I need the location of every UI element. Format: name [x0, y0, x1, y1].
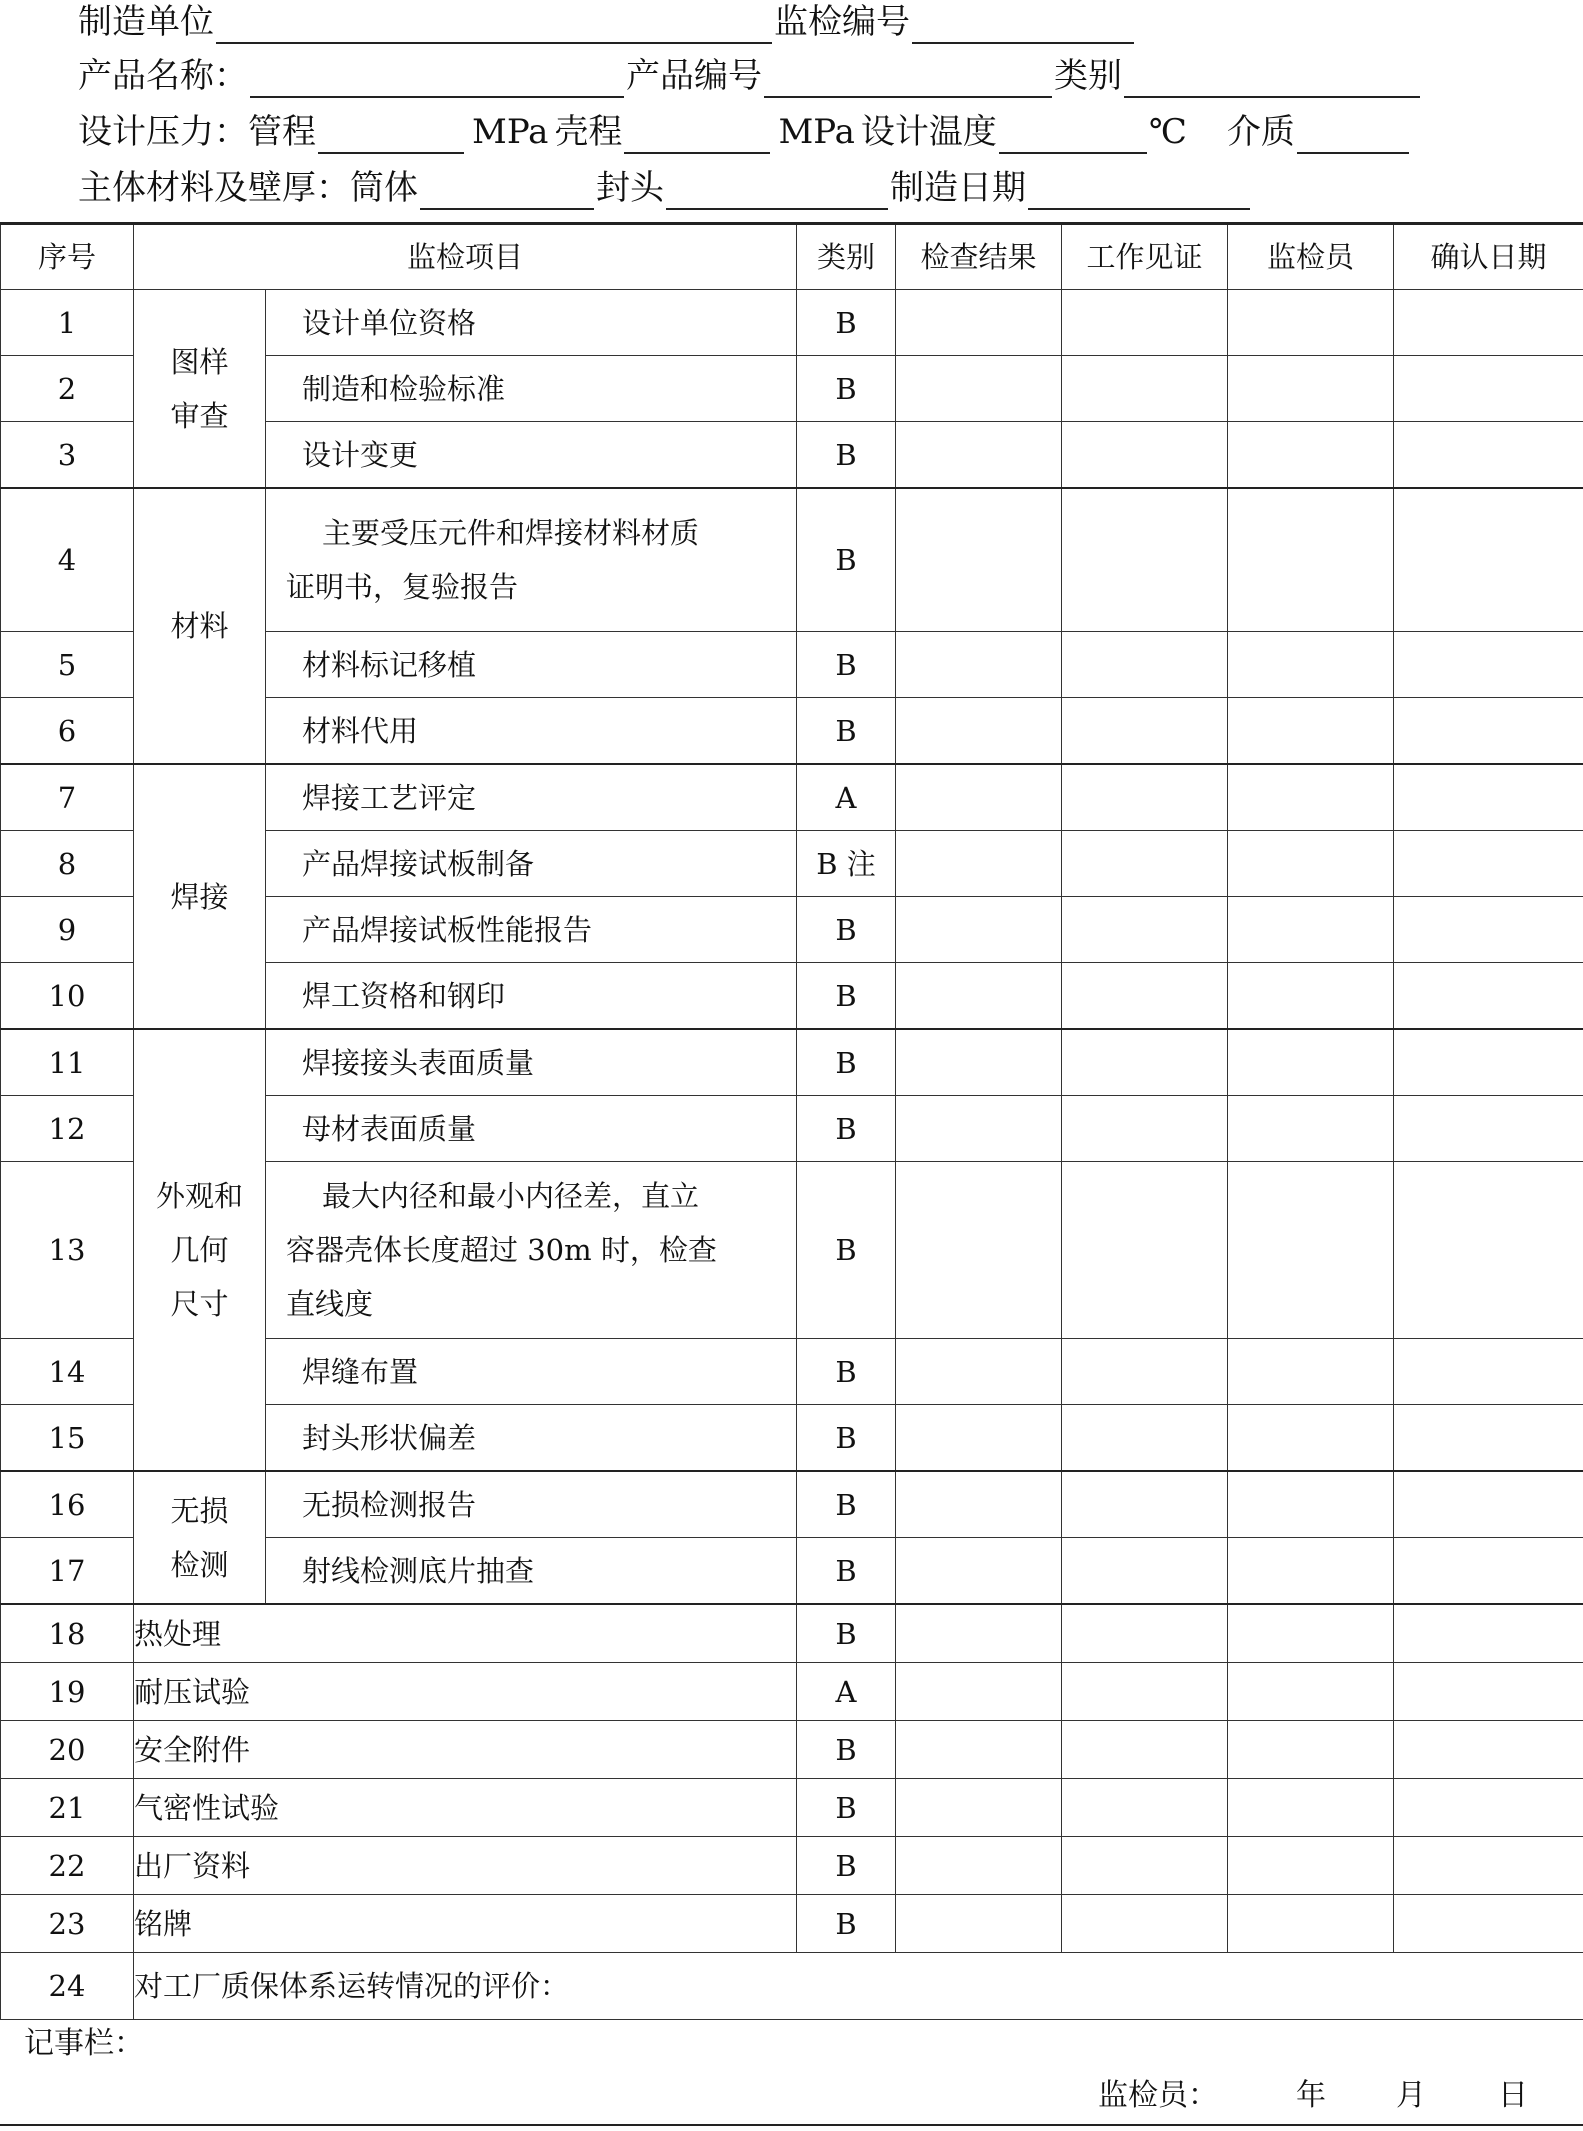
result-cell[interactable] — [896, 1604, 1062, 1663]
row-item-text: 最大内径和最小内径差，直立 — [322, 1179, 700, 1213]
inspector-cell[interactable] — [1228, 1663, 1394, 1721]
result-cell[interactable] — [896, 290, 1062, 356]
group-material: 材料 — [134, 488, 266, 764]
group-label-line: 几何 — [170, 1233, 229, 1267]
group-welding: 焊接 — [134, 764, 266, 1029]
group-label-line: 无损 — [170, 1493, 229, 1528]
confirm-date-cell[interactable] — [1394, 290, 1583, 356]
inspector-cell[interactable] — [1228, 356, 1394, 422]
witness-cell[interactable] — [1062, 488, 1228, 632]
row-category: B — [797, 1895, 896, 1953]
witness-cell[interactable] — [1062, 963, 1228, 1030]
row-item-text: 设计单位资格 — [302, 305, 477, 340]
row-category: B — [797, 1779, 896, 1837]
confirm-date-cell[interactable] — [1394, 764, 1583, 831]
confirm-date-cell[interactable] — [1394, 1837, 1583, 1895]
row-item: 热处理 — [134, 1604, 797, 1663]
row-item-text: 焊接接头表面质量 — [302, 1045, 535, 1080]
row-category: B — [797, 632, 896, 698]
row-category: B — [797, 1721, 896, 1779]
row-item — [266, 356, 797, 422]
confirm-date-cell[interactable] — [1394, 831, 1583, 897]
pressure-label: 设计压力：管程 — [78, 112, 316, 152]
confirm-date-cell[interactable] — [1394, 897, 1583, 963]
result-cell[interactable] — [896, 963, 1062, 1030]
head-material-field[interactable] — [666, 174, 888, 210]
witness-cell[interactable] — [1062, 831, 1228, 897]
shell-label: 壳程 — [554, 112, 623, 152]
witness-cell[interactable] — [1062, 1663, 1228, 1721]
confirm-date-cell[interactable] — [1394, 1721, 1583, 1779]
mpa-unit-2: MPa — [778, 112, 855, 152]
row-item-text: 封头形状偏差 — [302, 1420, 477, 1455]
inspector-cell[interactable] — [1228, 1096, 1394, 1162]
row-category: B — [797, 1837, 896, 1895]
row-item — [266, 1471, 797, 1538]
row-item-text: 证明书，复验报告 — [286, 570, 519, 604]
date-label: 制造日期 — [890, 168, 1026, 208]
row-no: 12 — [1, 1096, 134, 1162]
row-item — [266, 422, 797, 489]
row-item-text: 产品焊接试板制备 — [302, 846, 535, 881]
inspector-cell[interactable] — [1228, 1339, 1394, 1405]
result-cell[interactable] — [896, 1162, 1062, 1339]
row-category: B — [797, 963, 896, 1030]
result-cell[interactable] — [896, 488, 1062, 632]
row-no: 24 — [1, 1953, 134, 2020]
table-header-row — [1, 224, 1583, 290]
confirm-date-cell[interactable] — [1394, 1604, 1583, 1663]
row-item — [266, 963, 797, 1030]
row-item-text: 焊接工艺评定 — [302, 780, 477, 815]
header-line-2 — [78, 54, 1422, 98]
confirm-date-cell[interactable] — [1394, 1162, 1583, 1339]
inspector-cell[interactable] — [1228, 831, 1394, 897]
witness-cell[interactable] — [1062, 1096, 1228, 1162]
table-row — [1, 1721, 1583, 1779]
table-row — [1, 1029, 1583, 1096]
row-item-text: 焊工资格和钢印 — [302, 978, 506, 1013]
inspection-table — [0, 222, 1583, 2020]
inspector-cell[interactable] — [1228, 422, 1394, 489]
col-category: 类别 — [797, 224, 896, 290]
result-cell[interactable] — [896, 1029, 1062, 1096]
row-category: B — [797, 1471, 896, 1538]
row-item — [266, 831, 797, 897]
confirm-date-cell[interactable] — [1394, 1538, 1583, 1605]
row-item: 出厂资料 — [134, 1837, 797, 1895]
confirm-date-cell[interactable] — [1394, 356, 1583, 422]
group-label-line: 审查 — [170, 398, 229, 433]
table-row — [1, 1953, 1583, 2020]
row-category: B 注 — [797, 831, 896, 897]
table-row — [1, 488, 1583, 632]
table-row — [1, 1471, 1583, 1538]
date-field[interactable] — [1028, 174, 1250, 210]
inspector-cell[interactable] — [1228, 1895, 1394, 1953]
inspector-cell[interactable] — [1228, 698, 1394, 765]
row-item-text: 直线度 — [286, 1287, 374, 1321]
row-item-text: 容器壳体长度超过 30m 时，检查 — [286, 1233, 717, 1267]
result-cell[interactable] — [896, 1339, 1062, 1405]
row-category: B — [797, 422, 896, 489]
row-item — [266, 290, 797, 356]
row-category: B — [797, 1096, 896, 1162]
witness-cell[interactable] — [1062, 1837, 1228, 1895]
row-no: 4 — [1, 488, 134, 632]
product-field[interactable] — [250, 62, 624, 98]
confirm-date-cell[interactable] — [1394, 1339, 1583, 1405]
qa-evaluation-cell[interactable]: 对工厂质保体系运转情况的评价： — [134, 1953, 1583, 2020]
inspector-cell[interactable] — [1228, 1721, 1394, 1779]
row-category: B — [797, 1029, 896, 1096]
year-label: 年 — [1296, 2078, 1326, 2113]
row-category: B — [797, 698, 896, 765]
inspector-cell[interactable] — [1228, 632, 1394, 698]
category-label: 类别 — [1054, 56, 1122, 96]
row-item: 安全附件 — [134, 1721, 797, 1779]
col-result: 检查结果 — [896, 224, 1062, 290]
witness-cell[interactable] — [1062, 1405, 1228, 1472]
maker-label: 制造单位 — [78, 2, 214, 42]
row-no: 5 — [1, 632, 134, 698]
product-label: 产品名称： — [78, 56, 248, 96]
inspector-cell[interactable] — [1228, 1604, 1394, 1663]
inspector-cell[interactable] — [1228, 290, 1394, 356]
result-cell[interactable] — [896, 1096, 1062, 1162]
header-line-3 — [78, 110, 1411, 154]
witness-cell[interactable] — [1062, 422, 1228, 489]
witness-cell[interactable] — [1062, 1779, 1228, 1837]
row-category: B — [797, 488, 896, 632]
witness-cell[interactable] — [1062, 897, 1228, 963]
witness-cell[interactable] — [1062, 1895, 1228, 1953]
confirm-date-cell[interactable] — [1394, 1405, 1583, 1472]
inspector-cell[interactable] — [1228, 1471, 1394, 1538]
table-row — [1, 1663, 1583, 1721]
confirm-date-cell[interactable] — [1394, 632, 1583, 698]
header-line-4 — [78, 166, 1252, 210]
result-cell[interactable] — [896, 831, 1062, 897]
witness-cell[interactable] — [1062, 1604, 1228, 1663]
inspector-cell[interactable] — [1228, 963, 1394, 1030]
witness-cell[interactable] — [1062, 1471, 1228, 1538]
witness-cell[interactable] — [1062, 764, 1228, 831]
inspector-cell[interactable] — [1228, 897, 1394, 963]
category-field[interactable] — [1124, 62, 1420, 98]
row-item-text: 母材表面质量 — [302, 1111, 477, 1146]
confirm-date-cell[interactable] — [1394, 1096, 1583, 1162]
inspector-sign-label: 监检员： — [1098, 2078, 1218, 2113]
result-cell[interactable] — [896, 1837, 1062, 1895]
row-item — [266, 698, 797, 765]
row-item — [266, 1339, 797, 1405]
confirm-date-cell[interactable] — [1394, 1471, 1583, 1538]
confirm-date-cell[interactable] — [1394, 422, 1583, 489]
witness-cell[interactable] — [1062, 1029, 1228, 1096]
row-item — [266, 764, 797, 831]
row-item — [266, 1538, 797, 1605]
result-cell[interactable] — [896, 1538, 1062, 1605]
col-item: 监检项目 — [134, 224, 797, 290]
temp-field[interactable] — [999, 118, 1147, 154]
confirm-date-cell[interactable] — [1394, 488, 1583, 632]
witness-cell[interactable] — [1062, 1339, 1228, 1405]
row-no: 21 — [1, 1779, 134, 1837]
row-item: 耐压试验 — [134, 1663, 797, 1721]
row-no: 13 — [1, 1162, 134, 1339]
shell-material-field[interactable] — [420, 174, 594, 210]
inspector-cell[interactable] — [1228, 1162, 1394, 1339]
inspector-cell[interactable] — [1228, 764, 1394, 831]
confirm-date-cell[interactable] — [1394, 963, 1583, 1030]
medium-label: 介质 — [1226, 112, 1295, 152]
row-no: 7 — [1, 764, 134, 831]
row-no: 22 — [1, 1837, 134, 1895]
witness-cell[interactable] — [1062, 632, 1228, 698]
row-no: 9 — [1, 897, 134, 963]
row-category: B — [797, 356, 896, 422]
maker-field[interactable] — [216, 8, 772, 44]
row-item — [266, 1029, 797, 1096]
group-label-line: 尺寸 — [170, 1287, 229, 1321]
result-cell[interactable] — [896, 1721, 1062, 1779]
celsius-unit: ℃ — [1148, 112, 1187, 152]
row-no: 16 — [1, 1471, 134, 1538]
row-category: B — [797, 1162, 896, 1339]
row-no: 23 — [1, 1895, 134, 1953]
confirm-date-cell[interactable] — [1394, 1029, 1583, 1096]
shell-pressure-field[interactable] — [624, 118, 770, 154]
row-category: A — [797, 764, 896, 831]
row-category: A — [797, 1663, 896, 1721]
group-appearance — [134, 1029, 266, 1471]
row-category: B — [797, 290, 896, 356]
group-ndt — [134, 1471, 266, 1604]
row-item-text: 焊缝布置 — [302, 1354, 419, 1389]
result-cell[interactable] — [896, 897, 1062, 963]
mpa-unit-1: MPa — [472, 112, 549, 152]
group-label-line: 检测 — [170, 1547, 229, 1582]
result-cell[interactable] — [896, 1471, 1062, 1538]
row-category: B — [797, 1405, 896, 1472]
row-item — [266, 897, 797, 963]
row-no: 10 — [1, 963, 134, 1030]
row-item — [266, 1096, 797, 1162]
result-cell[interactable] — [896, 698, 1062, 765]
row-no: 19 — [1, 1663, 134, 1721]
tube-pressure-field[interactable] — [318, 118, 464, 154]
row-item-text: 无损检测报告 — [302, 1487, 477, 1522]
medium-field[interactable] — [1297, 118, 1409, 154]
witness-cell[interactable] — [1062, 1721, 1228, 1779]
table-row — [1, 1837, 1583, 1895]
row-item-text: 产品焊接试板性能报告 — [302, 912, 593, 947]
row-no: 11 — [1, 1029, 134, 1096]
confirm-date-cell[interactable] — [1394, 1895, 1583, 1953]
row-item: 铭牌 — [134, 1895, 797, 1953]
result-cell[interactable] — [896, 632, 1062, 698]
result-cell[interactable] — [896, 356, 1062, 422]
row-item — [266, 1162, 797, 1339]
result-cell[interactable] — [896, 1895, 1062, 1953]
col-witness: 工作见证 — [1062, 224, 1228, 290]
row-item-text: 主要受压元件和焊接材料材质 — [322, 516, 700, 550]
row-item-text: 材料标记移植 — [302, 647, 477, 682]
inspector-cell[interactable] — [1228, 488, 1394, 632]
row-category: B — [797, 1339, 896, 1405]
day-label: 日 — [1498, 2078, 1528, 2113]
row-item: 气密性试验 — [134, 1779, 797, 1837]
temp-label: 设计温度 — [860, 112, 997, 152]
row-no: 3 — [1, 422, 134, 489]
row-no: 6 — [1, 698, 134, 765]
month-label: 月 — [1396, 2078, 1426, 2113]
table-row — [1, 1779, 1583, 1837]
witness-cell[interactable] — [1062, 1538, 1228, 1605]
row-no: 17 — [1, 1538, 134, 1605]
result-cell[interactable] — [896, 1663, 1062, 1721]
row-no: 2 — [1, 356, 134, 422]
col-confirm-date: 确认日期 — [1394, 224, 1583, 290]
row-no: 8 — [1, 831, 134, 897]
row-item-text: 射线检测底片抽查 — [302, 1553, 535, 1588]
row-no: 14 — [1, 1339, 134, 1405]
row-category: B — [797, 1538, 896, 1605]
col-no: 序号 — [1, 224, 134, 290]
head-label: 封头 — [596, 168, 664, 208]
witness-cell[interactable] — [1062, 356, 1228, 422]
notes-label: 记事栏： — [24, 2026, 144, 2061]
cert-field[interactable] — [912, 8, 1134, 44]
inspector-cell[interactable] — [1228, 1405, 1394, 1472]
row-category: B — [797, 1604, 896, 1663]
witness-cell[interactable] — [1062, 1162, 1228, 1339]
confirm-date-cell[interactable] — [1394, 1779, 1583, 1837]
inspector-cell[interactable] — [1228, 1029, 1394, 1096]
row-no: 20 — [1, 1721, 134, 1779]
table-row — [1, 1895, 1583, 1953]
row-item — [266, 488, 797, 632]
row-item — [266, 1405, 797, 1472]
table-row — [1, 1604, 1583, 1663]
product-no-field[interactable] — [764, 62, 1052, 98]
row-item-text: 制造和检验标准 — [302, 371, 506, 406]
group-label-line: 图样 — [170, 344, 229, 379]
result-cell[interactable] — [896, 422, 1062, 489]
row-item-text: 设计变更 — [302, 437, 419, 472]
inspector-cell[interactable] — [1228, 1779, 1394, 1837]
row-no: 1 — [1, 290, 134, 356]
confirm-date-cell[interactable] — [1394, 698, 1583, 765]
col-inspector: 监检员 — [1228, 224, 1394, 290]
row-no: 18 — [1, 1604, 134, 1663]
witness-cell[interactable] — [1062, 290, 1228, 356]
page-bottom-rule — [0, 2124, 1583, 2126]
result-cell[interactable] — [896, 1405, 1062, 1472]
row-category: B — [797, 897, 896, 963]
result-cell[interactable] — [896, 1779, 1062, 1837]
table-row — [1, 290, 1583, 356]
table-row — [1, 764, 1583, 831]
row-item-text: 材料代用 — [302, 713, 419, 748]
cert-label: 监检编号 — [774, 2, 910, 42]
product-no-label: 产品编号 — [626, 56, 762, 96]
inspector-cell[interactable] — [1228, 1837, 1394, 1895]
result-cell[interactable] — [896, 764, 1062, 831]
group-label-line: 外观和 — [155, 1179, 243, 1213]
row-item — [266, 632, 797, 698]
header-line-1 — [78, 0, 1136, 44]
inspector-cell[interactable] — [1228, 1538, 1394, 1605]
confirm-date-cell[interactable] — [1394, 1663, 1583, 1721]
material-label: 主体材料及壁厚：筒体 — [78, 168, 418, 208]
group-drawing-review — [134, 290, 266, 489]
witness-cell[interactable] — [1062, 698, 1228, 765]
row-no: 15 — [1, 1405, 134, 1472]
